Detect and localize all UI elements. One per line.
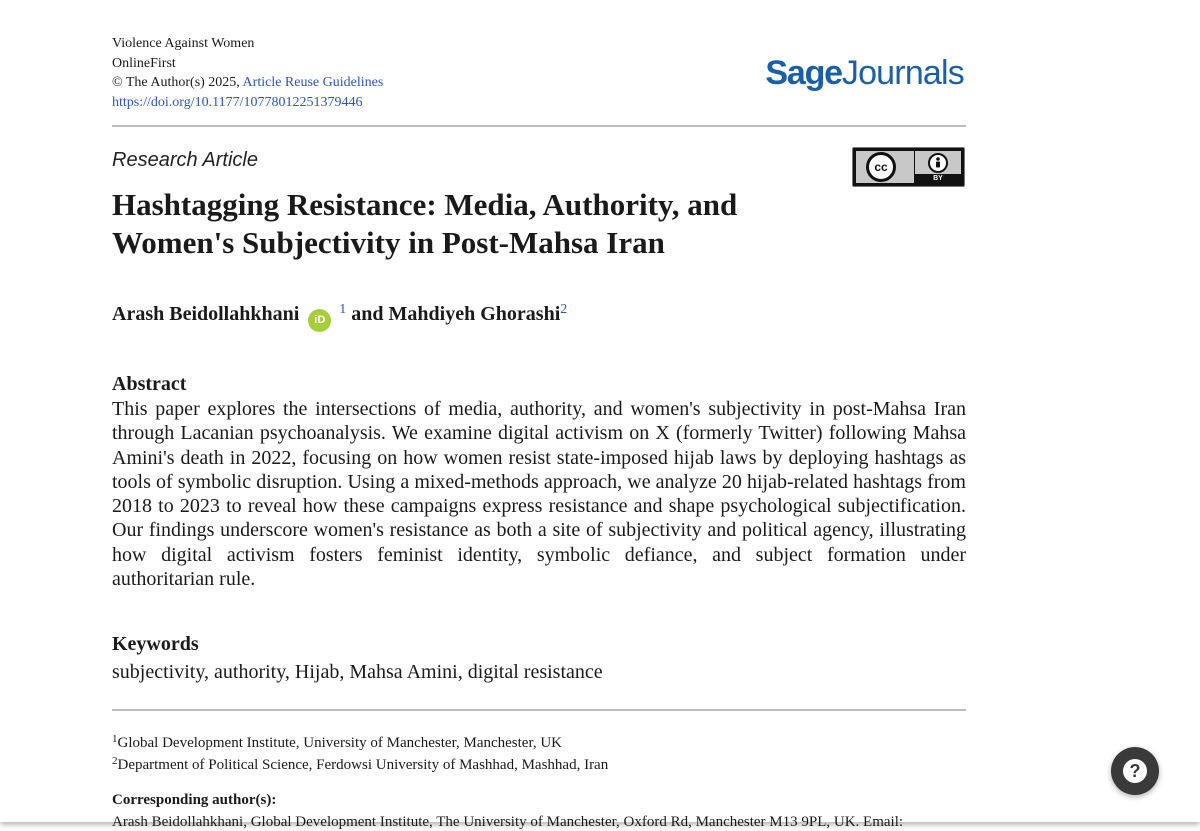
article-type: Research Article	[112, 149, 258, 171]
publication-status: OnlineFirst	[112, 55, 176, 71]
attribution-person-icon	[928, 153, 948, 173]
sage-journals-logo	[765, 54, 964, 93]
affiliation-1-text: Global Development Institute, University of Manchester, Manchester, UK	[117, 735, 563, 751]
affiliation-2-number: 2	[112, 755, 118, 767]
affiliation-1	[112, 733, 966, 752]
cc-badge-right	[915, 151, 961, 183]
header-divider	[112, 125, 966, 127]
author-line	[112, 302, 966, 332]
keywords-list: subjectivity, authority, Hijab, Mahsa Amini, digital resistance	[112, 661, 603, 683]
by-label: BY	[915, 174, 961, 184]
abstract-text: This paper explores the intersections of media, authority, and women's subjectivity in post-Mahsa Iran through Lacanian psychoanalysis. We examine digital activism on X (formerly Twitter) following Mahsa Amini's death in 2022, focusing on how women resist state-imposed hijab laws by deploying hashtags as tools of symbolic disruption. Using a mixed-methods approach, we analyze 20 hijab-related hashtags from 2018 to 2023 to reveal how these campaigns express resistance and shape psychological subjectification. Our findings underscore women's resistance as both a site of subjectivity and political agency, illustrating how digital activism fosters feminist identity, symbolic defiance, and subject formation under authoritarian rule.	[112, 398, 966, 591]
author-1-affiliation-marker[interactable]: 1	[339, 302, 347, 317]
author-1-name[interactable]: Arash Beidollahkhani	[112, 303, 300, 325]
abstract-heading: Abstract	[112, 373, 187, 395]
author-2-name[interactable]: Mahdiyeh Ghorashi	[388, 303, 561, 325]
affiliation-2-text: Department of Political Science, Ferdowsi University of Mashhad, Mashhad, Iran	[117, 757, 609, 773]
author-connector: and	[351, 303, 384, 325]
cc-by-license-badge[interactable]	[852, 147, 965, 187]
reuse-guidelines-link[interactable]: Article Reuse Guidelines	[242, 75, 384, 90]
question-icon: ?	[1123, 759, 1147, 783]
corresponding-author-text: Arash Beidollahkhani, Global Development Institute, The University of Manchester, Oxford Rd, Manchester M13 9PL, UK. Email:	[112, 814, 904, 830]
copyright-text: © The Author(s) 2025,	[112, 75, 240, 90]
doi-link[interactable]: https://doi.org/10.1177/10778012251379446	[112, 94, 363, 110]
title-line-2: Women's Subjectivity in Post-Mahsa Iran	[112, 225, 665, 260]
journal-name: Violence Against Women	[112, 36, 255, 51]
title-line-1: Hashtagging Resistance: Media, Authority, and	[112, 187, 738, 222]
affiliation-1-number: 1	[112, 733, 118, 745]
logo-word-sage: Sage	[765, 54, 842, 92]
article-title	[112, 186, 812, 262]
affiliations-divider	[112, 709, 966, 711]
help-button[interactable]	[1111, 747, 1159, 795]
author-2-affiliation-marker[interactable]: 2	[560, 302, 568, 317]
creative-commons-icon: cc	[866, 152, 896, 182]
orcid-icon[interactable]: iD	[308, 309, 331, 332]
corresponding-author-heading: Corresponding author(s):	[112, 792, 277, 808]
logo-word-journals: Journals	[841, 54, 964, 92]
keywords-heading: Keywords	[112, 633, 199, 655]
affiliation-2	[112, 755, 966, 774]
